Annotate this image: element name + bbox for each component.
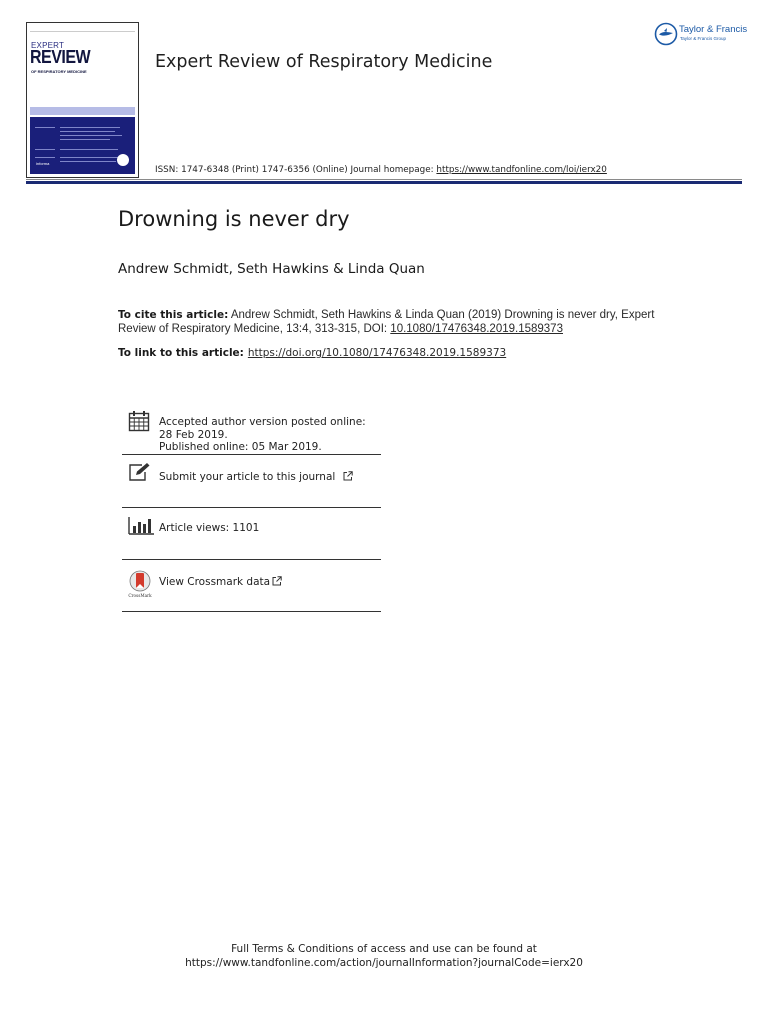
bar-chart-icon xyxy=(128,517,154,535)
cover-circle xyxy=(117,154,129,166)
cover-brand-sub: OF RESPIRATORY MEDICINE xyxy=(31,69,87,74)
cover-informa-logo: informa xyxy=(36,161,50,166)
submit-row[interactable] xyxy=(122,455,381,508)
crossmark-logo-text: CrossMark xyxy=(128,593,152,598)
issn-line xyxy=(155,165,607,175)
issn-text: ISSN: 1747-6348 (Print) 1747-6356 (Online) Journal homepage: xyxy=(155,165,437,175)
edit-icon xyxy=(128,462,152,482)
submit-article-link[interactable]: Submit your article to this journal xyxy=(159,471,336,483)
footer-terms xyxy=(0,942,768,970)
calendar-icon xyxy=(128,410,150,432)
views-row xyxy=(122,508,381,560)
cover-brand-small: EXPERT xyxy=(31,41,65,50)
article-doi-link[interactable]: https://doi.org/10.1080/17476348.2019.1589373 xyxy=(247,347,507,359)
journal-cover-image xyxy=(26,22,139,178)
crossmark-icon xyxy=(128,570,154,598)
article-views: Article views: 1101 xyxy=(159,522,260,534)
external-link-icon xyxy=(343,471,353,481)
journal-homepage-link[interactable]: https://www.tandfonline.com/loi/ierx20 xyxy=(436,165,607,175)
article-authors: Andrew Schmidt, Seth Hawkins & Linda Quan xyxy=(118,261,425,277)
external-link-icon xyxy=(272,576,282,586)
crossmark-row[interactable] xyxy=(122,560,381,612)
publisher-name: Taylor & Francis xyxy=(679,24,748,35)
footer-terms-link[interactable]: https://www.tandfonline.com/action/journalInformation?journalCode=ierx20 xyxy=(185,957,583,969)
taylor-francis-logo-icon xyxy=(654,22,678,46)
citation-block xyxy=(118,308,678,336)
publisher-group: Taylor & Francis Group xyxy=(680,36,727,41)
cover-light-band xyxy=(30,107,135,115)
dates-row xyxy=(122,404,381,455)
cite-text: Andrew Schmidt, Seth Hawkins & Linda Quan (2019) Drowning is never dry, Expert Review of Respiratory Medicine, 13:4, 313-315, DOI: xyxy=(118,309,655,335)
crossmark-link[interactable]: View Crossmark data xyxy=(159,576,271,588)
link-label: To link to this article: xyxy=(118,347,244,359)
article-link-line xyxy=(118,347,506,359)
cover-dark-block xyxy=(30,117,135,174)
header-divider xyxy=(26,181,742,184)
accepted-date: Accepted author version posted online: 28 Feb 2019. xyxy=(159,416,366,441)
cite-doi-link[interactable]: 10.1080/17476348.2019.1589373 xyxy=(390,323,563,335)
article-title: Drowning is never dry xyxy=(118,207,350,231)
published-date: Published online: 05 Mar 2019. xyxy=(159,441,322,453)
cover-top-band xyxy=(30,26,135,32)
cite-label: To cite this article: xyxy=(118,309,229,321)
journal-title: Expert Review of Respiratory Medicine xyxy=(155,52,493,72)
cover-brand-big: REVIEW xyxy=(30,48,91,68)
footer-line-1: Full Terms & Conditions of access and use can be found at xyxy=(231,943,537,955)
header-divider-thin xyxy=(26,179,742,180)
